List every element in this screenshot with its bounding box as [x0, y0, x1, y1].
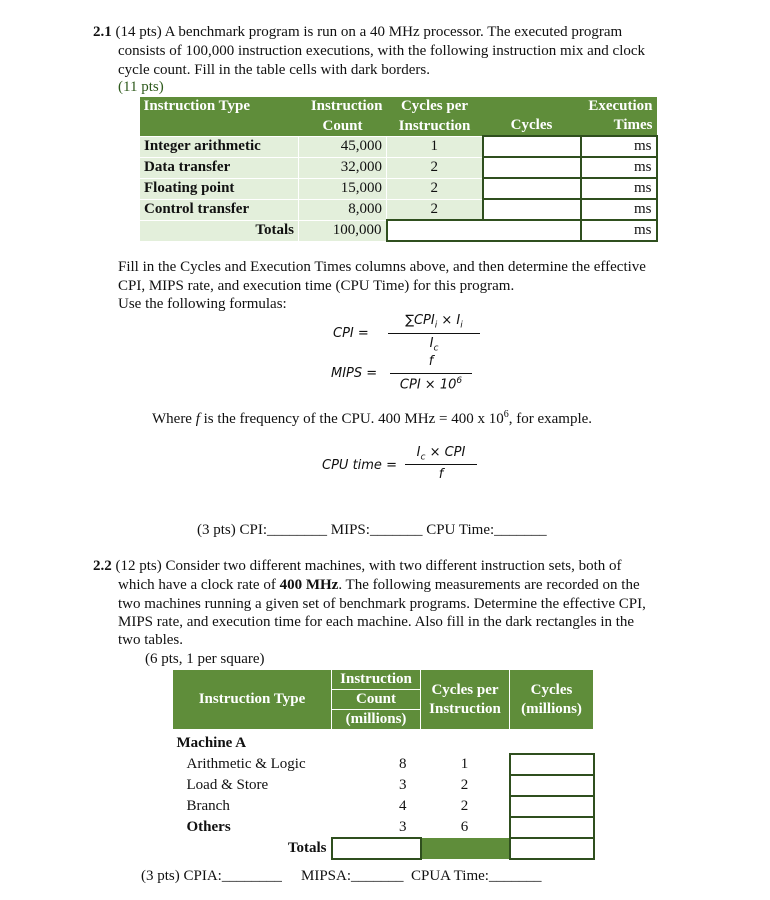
row-cpi: 1	[460, 756, 469, 772]
q22-line1-text: (12 pts) Consider two different machines, with two different instruction sets, both of	[111, 558, 622, 574]
totals-cpi-filled-cell	[421, 838, 510, 859]
cpi-formula-numerator	[388, 313, 480, 331]
q22-line2	[118, 577, 640, 594]
cpi-lhs-text: CPI	[333, 326, 354, 341]
row-cpi: 2	[387, 199, 483, 220]
equals-sign: =	[366, 366, 378, 381]
table-row	[140, 136, 657, 157]
cputime-fraction-bar	[405, 464, 477, 465]
col-header-exec-1: Execution	[581, 97, 657, 116]
cputime-lhs-text: CPU time	[322, 458, 382, 473]
row-cpi: 2	[387, 157, 483, 178]
row-cpi: 2	[460, 798, 469, 814]
totals-count: 100,000	[299, 220, 387, 241]
cycles-answer-cell[interactable]	[510, 796, 594, 817]
row-cpi: 2	[387, 178, 483, 199]
q22-line3: two machines running a given set of benchmark programs. Determine the effective CPI,	[118, 596, 646, 612]
where-sup: 6	[503, 409, 509, 420]
q21-intro-line2: consists of 100,000 instruction executions, with the following instruction mix and clock	[118, 43, 646, 59]
cycles-answer-cell[interactable]	[510, 754, 594, 775]
row-count: 8	[399, 756, 407, 772]
table-row	[173, 775, 594, 796]
cpi-den-text: I	[429, 336, 434, 351]
col-header-cpi-2: Instruction	[387, 116, 483, 136]
row-type: Data transfer	[140, 157, 299, 178]
exec-time-answer-cell[interactable]: ms	[581, 157, 657, 178]
cputime-formula-lhs	[322, 458, 397, 473]
q21-number: 2.1	[93, 24, 112, 40]
totals-label: Totals	[287, 840, 327, 856]
mips-fraction-bar	[390, 373, 472, 374]
col-header-count-1: Instruction	[299, 97, 387, 116]
table-row	[173, 796, 594, 817]
row-type: Control transfer	[140, 199, 299, 220]
col-header-count-2: Count	[332, 690, 421, 710]
q22-line4: MIPS rate, and execution time for each machine. Also fill in the dark rectangles in the	[118, 614, 635, 630]
where-post: is the frequency of the CPU. 400 MHz = 400 x 10	[199, 411, 504, 427]
exec-time-answer-cell[interactable]: ms	[581, 136, 657, 157]
q22-subpoints: (6 pts, 1 per square)	[145, 651, 265, 667]
where-end: , for example.	[508, 411, 593, 427]
row-type: Load & Store	[186, 777, 269, 793]
row-type: Arithmetic & Logic	[186, 756, 306, 772]
q21-intro-line1	[93, 24, 622, 41]
col-header-cycles: Cycles	[483, 97, 581, 136]
cputime-num-text: I	[416, 445, 421, 460]
q22-line2-pre: which have a clock rate of	[118, 577, 280, 593]
col-header-exec-2: Times	[581, 116, 657, 136]
col-header-type: Instruction Type	[173, 670, 332, 730]
col-header-cpi-1: Cycles per	[431, 681, 499, 698]
mips-lhs-text: MIPS	[331, 366, 363, 381]
row-count: 4	[399, 798, 407, 814]
frequency-note	[152, 409, 592, 428]
q22-answer-time[interactable]: CPUA Time:_______	[411, 868, 542, 884]
formulas-label: Use the following formulas:	[118, 296, 287, 312]
where-pre: Where	[152, 411, 196, 427]
row-count: 45,000	[299, 136, 387, 157]
q22-answer-mips[interactable]: MIPSA:_______	[301, 868, 404, 884]
q22-answer-cpi[interactable]: (3 pts) CPIA:________	[141, 868, 282, 884]
cputime-num-rest: × CPI	[425, 445, 466, 460]
cputime-num-sub: c	[420, 452, 426, 463]
cpi-num-times: × I	[437, 313, 461, 328]
totals-row	[173, 838, 594, 859]
col-header-cpi	[421, 670, 510, 730]
col-header-cpi-2: Instruction	[429, 700, 501, 717]
row-cpi: 6	[460, 819, 469, 835]
row-count: 15,000	[299, 178, 387, 199]
q21-intro-line3: cycle count. Fill in the table cells with dark borders.	[118, 62, 430, 78]
table-row	[140, 157, 657, 178]
group-row	[173, 730, 594, 755]
q22-number: 2.2	[93, 558, 112, 574]
q22-line2-post: . The following measurements are recorded on the	[338, 577, 640, 593]
cpi-den-sub: c	[433, 343, 439, 354]
row-type: Floating point	[140, 178, 299, 199]
col-header-count-1: Instruction	[332, 670, 421, 690]
totals-cycles-answer-cell[interactable]	[510, 838, 594, 859]
machine-a-label: Machine A	[176, 735, 247, 751]
cpi-num-sub: i	[434, 320, 438, 331]
col-header-type: Instruction Type	[140, 97, 299, 136]
row-type: Integer arithmetic	[140, 136, 299, 157]
q22-clock-rate: 400 MHz	[279, 577, 339, 593]
cpi-formula-denominator	[388, 336, 480, 354]
q22-line1	[93, 558, 622, 575]
totals-exec-time-answer-cell[interactable]: ms	[581, 220, 657, 241]
fill-instructions-line2: CPI, MIPS rate, and execution time (CPU Time) for this program.	[118, 278, 515, 294]
totals-row	[140, 220, 657, 241]
machine-a-table	[172, 669, 595, 860]
mips-formula-numerator: f	[428, 354, 434, 369]
cpi-num-sub2: i	[460, 320, 463, 331]
mips-formula-lhs	[331, 366, 377, 381]
where-f: f	[195, 411, 200, 427]
mips-den-sup: 6	[456, 376, 463, 386]
row-cpi: 2	[460, 777, 469, 793]
row-count: 3	[399, 818, 407, 835]
totals-label: Totals	[140, 220, 299, 241]
col-header-cycles-2: (millions)	[521, 700, 582, 717]
cpi-fraction-bar	[388, 333, 480, 334]
table-row	[173, 817, 594, 838]
mips-den-text: CPI × 10	[399, 377, 457, 393]
cycles-answer-cell[interactable]	[510, 775, 594, 796]
totals-count-answer-cell[interactable]	[332, 838, 421, 859]
table-row	[173, 754, 594, 775]
q21-answer-line[interactable]: (3 pts) CPI:________ MIPS:_______ CPU Time:_______	[197, 522, 547, 538]
col-header-cycles-1: Cycles	[530, 681, 573, 698]
instruction-mix-table	[139, 97, 658, 242]
table-row	[140, 199, 657, 220]
col-header-cycles	[510, 670, 594, 730]
cycles-answer-cell[interactable]	[510, 817, 594, 838]
cpi-num-text: ∑CPI	[405, 313, 435, 328]
q21-subpoints: (11 pts)	[118, 79, 164, 95]
q21-intro-text: (14 pts) A benchmark program is run on a 40 MHz processor. The executed program	[111, 24, 623, 40]
cycles-answer-cell[interactable]	[483, 199, 581, 220]
equals-sign: =	[357, 326, 369, 341]
row-count: 32,000	[299, 157, 387, 178]
col-header-count-2: Count	[299, 116, 387, 136]
cputime-formula-denominator: f	[438, 467, 444, 482]
cycles-answer-cell[interactable]	[483, 157, 581, 178]
cycles-answer-cell[interactable]	[483, 178, 581, 199]
totals-cycles-answer-cell[interactable]	[387, 220, 581, 241]
row-type: Others	[186, 819, 231, 835]
cpi-formula-lhs	[333, 326, 369, 341]
table-row	[140, 178, 657, 199]
col-header-cpi-1: Cycles per	[387, 97, 483, 116]
row-count: 3	[399, 777, 407, 793]
col-header-count-3: (millions)	[332, 710, 421, 730]
exec-time-answer-cell[interactable]: ms	[581, 199, 657, 220]
row-cpi: 1	[387, 136, 483, 157]
fill-instructions-line1: Fill in the Cycles and Execution Times columns above, and then determine the effective	[118, 259, 646, 275]
row-count: 8,000	[299, 199, 387, 220]
equals-sign: =	[386, 458, 397, 473]
mips-formula-denominator	[390, 376, 472, 392]
q22-line5: two tables.	[118, 632, 183, 648]
row-type: Branch	[186, 798, 230, 814]
cycles-answer-cell[interactable]	[483, 136, 581, 157]
cputime-formula-numerator	[405, 445, 477, 463]
exec-time-answer-cell[interactable]: ms	[581, 178, 657, 199]
